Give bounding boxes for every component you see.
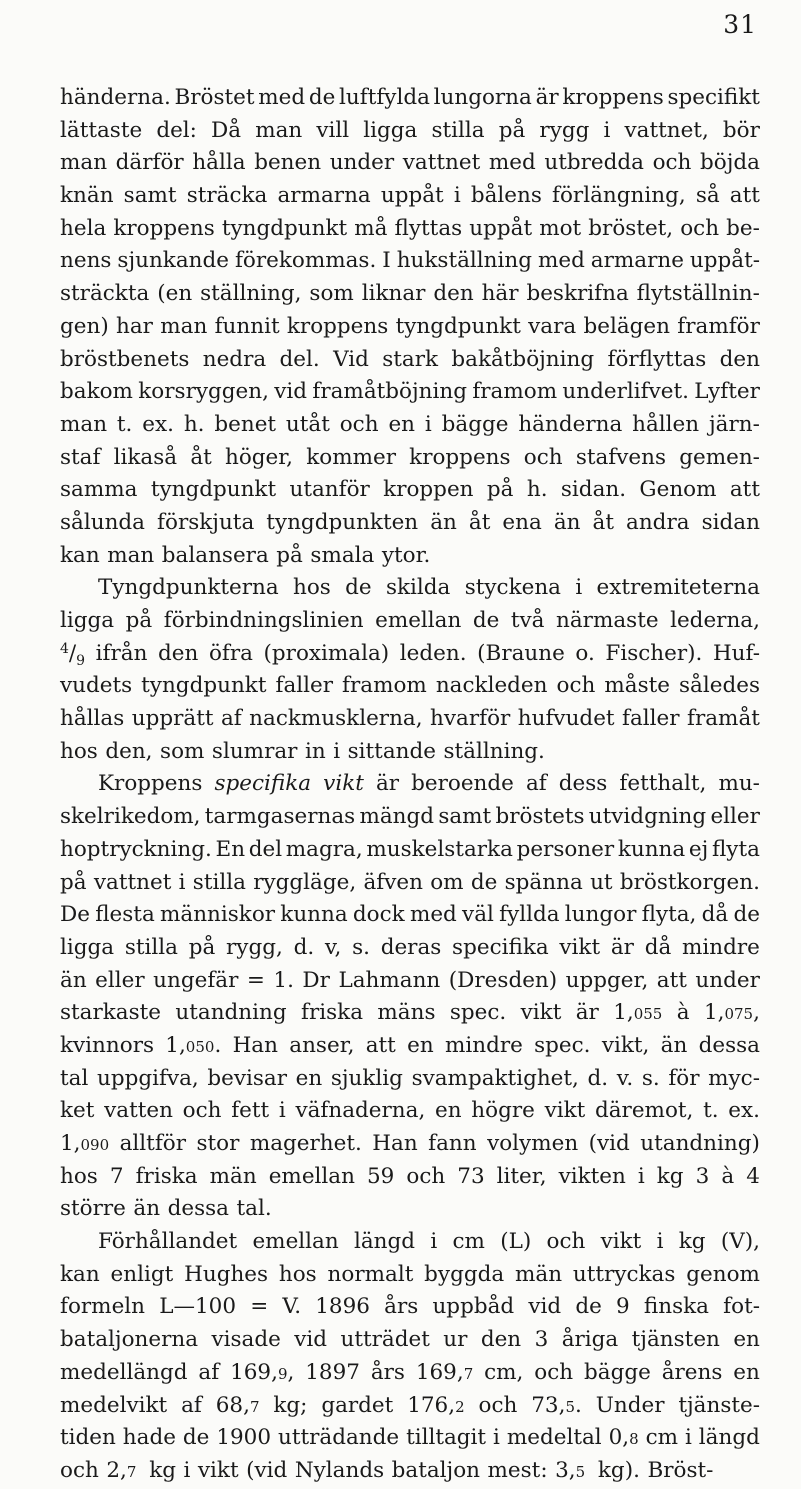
text-line: formeln L—100 = V. 1896 års uppbåd vid de 9 finska fot- <box>60 1294 760 1320</box>
text-line: på vattnet i stilla ryggläge, äfven om de spänna ut bröstkorgen. <box>60 869 760 895</box>
text-line: hela kroppens tyngdpunkt må flyttas uppåt mot bröstet, och be- <box>60 215 760 241</box>
text-line: kan enligt Hughes hos normalt byggda män uttryckas genom <box>60 1261 760 1287</box>
text-line: Kroppens specifika vikt är beroende af dess fetthalt, mu- <box>98 771 760 797</box>
text-line: kvinnors 1,050. Han anser, att en mindre spec. vikt, än dessa <box>60 1032 760 1058</box>
text-line: Tyngdpunkterna hos de skilda styckena i extremiteterna <box>98 575 760 601</box>
text-line: starkaste utandning friska mäns spec. vikt är 1,055 à 1,075, <box>60 1000 760 1026</box>
text-line: än eller ungefär = 1. Dr Lahmann (Dresden) uppger, att under <box>60 967 760 993</box>
text-line: hos den, som slumrar in i sittande ställning. <box>60 738 545 764</box>
text-line: större än dessa tal. <box>60 1196 272 1222</box>
page-number: 31 <box>723 10 757 39</box>
text-line: ligga stilla på rygg, d. v, s. deras specifika vikt är då mindre <box>60 934 760 960</box>
body-text <box>60 82 760 1488</box>
text-line: bakom korsryggen, vid framåtböjning framom underlifvet. Lyfter <box>60 379 760 405</box>
text-line: sålunda förskjuta tyngdpunkten än åt ena än åt andra sidan <box>60 509 760 535</box>
text-line: man t. ex. h. benet utåt och en i bägge händerna hållen järn- <box>60 411 760 437</box>
text-line: kan man balansera på smala ytor. <box>60 542 431 568</box>
text-line: $^4/_9$ ifrån den öfra (proximala) leden. (Braune o. Fischer). Huf- <box>60 640 760 669</box>
text-line: man därför hålla benen under vattnet med utbredda och böjda <box>60 150 760 176</box>
text-line: gen) har man funnit kroppens tyngdpunkt vara belägen framför <box>60 313 760 339</box>
text-line: staf likaså åt höger, kommer kroppens och stafvens gemen- <box>60 444 760 470</box>
text-line: medelvikt af 68,7 kg; gardet 176,2 och 73,5. Under tjänste- <box>60 1392 760 1418</box>
text-line: tiden hade de 1900 utträdande tilltagit i medeltal 0,8 cm i längd <box>60 1425 760 1451</box>
text-line: bataljonerna visade vid utträdet ur den 3 åriga tjänsten en <box>60 1327 760 1353</box>
text-line: nens sjunkande förekommas. I hukställning med armarne uppåt- <box>60 248 760 274</box>
text-line: tal uppgifva, bevisar en sjuklig svampaktighet, d. v. s. för myc- <box>60 1065 760 1091</box>
text-line: lättaste del: Då man vill ligga stilla på rygg i vattnet, bör <box>60 117 760 143</box>
text-line: ligga på förbindningslinien emellan de två närmaste lederna, <box>60 608 760 633</box>
text-line: samma tyngdpunkt utanför kroppen på h. sidan. Genom att <box>60 477 760 503</box>
text-line: händerna. Bröstet med de luftfylda lungorna är kroppens specifikt <box>60 85 760 110</box>
text-line: sträckta (en ställning, som liknar den här beskrifna flytställnin- <box>60 281 760 307</box>
text-line: knän samt sträcka armarna uppåt i bålens förlängning, så att <box>60 183 760 209</box>
text-line: medellängd af 169,9, 1897 års 169,7 cm, och bägge årens en <box>60 1359 760 1385</box>
text-line: De flesta människor kunna dock med väl fyllda lungor flyta, då de <box>60 902 760 928</box>
text-line: 1,090 alltför stor magerhet. Han fann volymen (vid utandning) <box>60 1131 760 1156</box>
text-line: hoptryckning. En del magra, muskelstarka personer kunna ej flyta <box>60 836 760 862</box>
text-line: hos 7 friska män emellan 59 och 73 liter, vikten i kg 3 à 4 <box>60 1163 760 1189</box>
text-line: Förhållandet emellan längd i cm (L) och vikt i kg (V), <box>98 1229 760 1255</box>
text-line: vudets tyngdpunkt faller framom nackleden och måste således <box>60 673 760 699</box>
text-line: bröstbenets nedra del. Vid stark bakåtböjning förflyttas den <box>60 346 760 372</box>
text-line: ket vatten och fett i väfnaderna, en högre vikt däremot, t. ex. <box>60 1098 760 1124</box>
text-line: skelrikedom, tarmgasernas mängd samt bröstets utvidgning eller <box>60 804 760 830</box>
text-line: och 2,7 kg i vikt (vid Nylands bataljon mest: 3,5 kg). Bröst- <box>60 1457 714 1483</box>
text-line: hållas upprätt af nackmusklerna, hvarför hufvudet faller framåt <box>60 706 760 732</box>
